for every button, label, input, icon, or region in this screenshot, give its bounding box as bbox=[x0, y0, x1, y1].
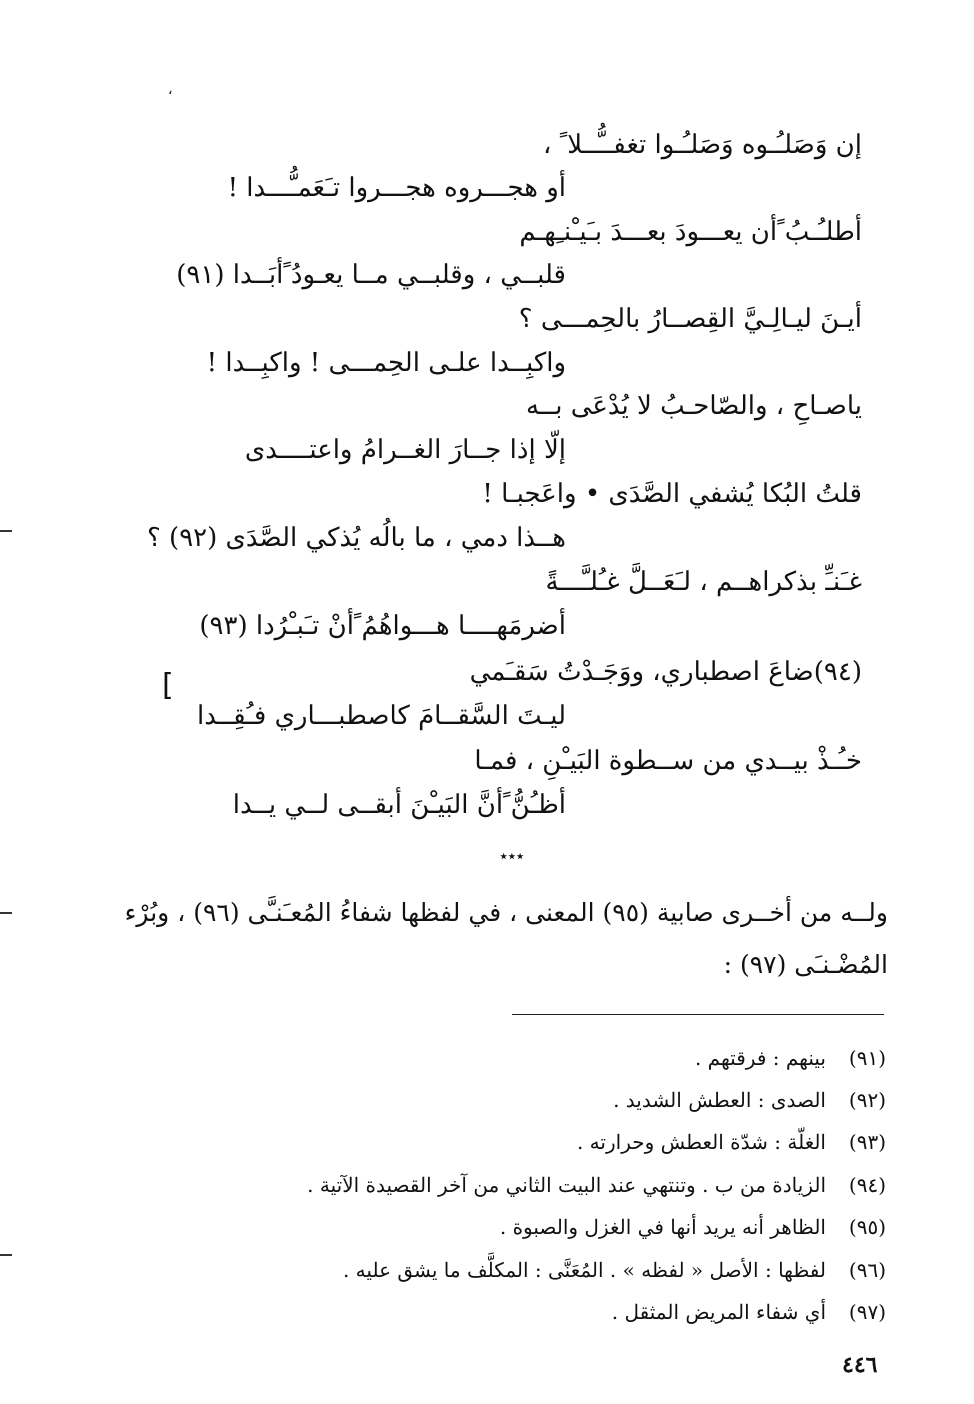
scan-edge-mark bbox=[0, 530, 12, 532]
footnote-text: الظاهر أنه يريد أنها في الغزل والصبوة . bbox=[499, 1215, 826, 1239]
verse-3-sadr: أيـنَ ليـالِـيَّ القِصــارُ بالحِمـــى ؟ bbox=[518, 304, 862, 334]
verse-4-sadr: ياصـاحِ ، والصّاحـبُ لا يُدْعَى بــه bbox=[526, 391, 862, 421]
verse-6-ajuz: أضرمَهــــا هـــواهُمُ ًأنْ تـَبـْرُدا (٩٣) bbox=[199, 611, 566, 641]
verse-1-ajuz: أو هجـــروه هجـــروا تـَعَمـُّـــدا ! bbox=[227, 173, 566, 203]
prose-intro-line-2: المُضْـنـَى (٩٧) : bbox=[723, 950, 888, 979]
footnote-97 bbox=[612, 1297, 886, 1327]
footnote-92 bbox=[613, 1085, 886, 1115]
footnote-number: (٩٥) bbox=[848, 1215, 886, 1239]
footnote-number: (٩٢) bbox=[848, 1088, 886, 1112]
verse-6-sadr: غـَنـِّ بذكراهــم ، لـَعَــلَّ غـُلـَّـــةً bbox=[545, 567, 862, 597]
footnote-number: (٩١) bbox=[848, 1046, 886, 1070]
prose-intro-line-1: ولــه من أخــرى صابية (٩٥) المعنى ، في لفظها شفاءُ المُعـَنـَّى (٩٦) ، وبُرْء bbox=[124, 898, 888, 927]
verse-3-ajuz: واكبِــدا علـى الحِمـــى ! واكبِــدا ! bbox=[206, 348, 566, 378]
verse-2-sadr: أطلـُـبُ ًأن يعـــودَ بعـــدَ بـَيـْنـِهـم bbox=[519, 217, 862, 247]
footnote-96 bbox=[343, 1255, 886, 1285]
footnote-text: الصدى : العطش الشديد . bbox=[613, 1088, 826, 1112]
footnote-94 bbox=[307, 1170, 886, 1200]
verse-7-ajuz: ليـتَ السَّقــامَ كاصطبـــاري فـُقِــدا bbox=[197, 701, 566, 731]
footnote-95 bbox=[500, 1212, 886, 1242]
page-number: ٤٤٦ bbox=[842, 1352, 878, 1378]
footnote-number: (٩٦) bbox=[848, 1258, 886, 1282]
verse-5-sadr: قلتُ البُكا يُشفي الصَّدَى • واعَجبـا ! bbox=[482, 479, 862, 509]
footnote-93 bbox=[577, 1127, 886, 1157]
verse-7-sadr: (٩٤)ضاعَ اصطباري، ووَجَـدْتُ سَقـَمي bbox=[469, 657, 862, 687]
insertion-bracket: [ bbox=[162, 668, 174, 703]
footnote-text: الزيادة من ب . وتنتهي عند البيت الثاني من آخر القصيدة الآتية . bbox=[307, 1173, 826, 1197]
stray-mark: ، bbox=[168, 82, 173, 98]
footnote-number: (٩٧) bbox=[848, 1300, 886, 1324]
verse-8-sadr: خـُـذْ بيــدي من ســطوة البَيـْنِ ، فمـا bbox=[474, 746, 862, 776]
footnote-text: أي شفاء المريض المثقل . bbox=[611, 1300, 826, 1324]
footnote-number: (٩٤) bbox=[848, 1173, 886, 1197]
verse-1-sadr: إن وَصَلـُـوه وَصَلـُـوا تغفــُّــلا ً ، bbox=[543, 130, 862, 160]
footnote-number: (٩٣) bbox=[848, 1130, 886, 1154]
footnote-text: لفظها : الأصل « لفظه » . المُعَنَّى : المكلَّف ما يشق عليه . bbox=[342, 1258, 826, 1282]
footnote-text: بينهم : فرقتهم . bbox=[694, 1046, 826, 1070]
section-divider-stars: ⋆⋆⋆ bbox=[498, 846, 523, 867]
verse-4-ajuz: إلّا إذا جــارَ الغــرامُ واعتــــدى bbox=[244, 435, 566, 465]
footnote-91 bbox=[695, 1043, 886, 1073]
verse-8-ajuz: أظـُنُّ ًأنَّ البَيـْنَ أبقــى لــي يــدا bbox=[232, 790, 566, 820]
verse-5-ajuz: هــذا دمي ، ما بالُه يُذكي الصَّدَى (٩٢) ؟ bbox=[146, 523, 566, 553]
scan-edge-mark bbox=[0, 912, 12, 914]
footnote-separator bbox=[512, 1014, 884, 1015]
footnote-text: الغلّة : شدّة العطش وحرارته . bbox=[576, 1130, 826, 1154]
verse-2-ajuz: قلبــي ، وقلبــي مــا يعـودُ ًأبَــدا (٩١) bbox=[176, 260, 566, 290]
scan-edge-mark bbox=[0, 1254, 12, 1256]
